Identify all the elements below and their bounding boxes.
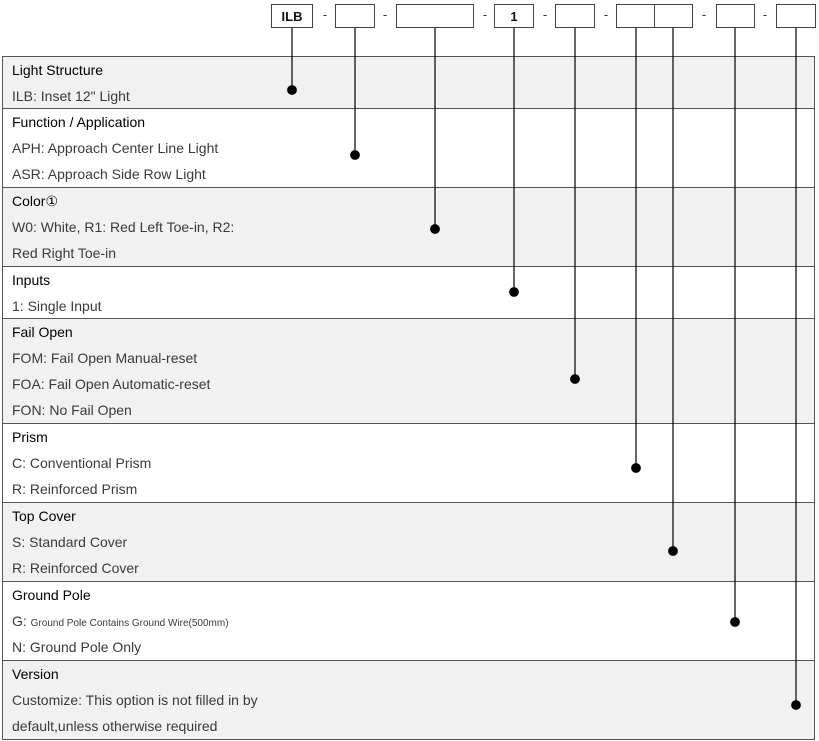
option-line: S: Standard Cover bbox=[12, 534, 128, 550]
code-separator: - bbox=[482, 7, 488, 22]
section-title: Light Structure bbox=[12, 62, 104, 78]
section-title: Version bbox=[12, 666, 59, 682]
option-line: 1: Single Input bbox=[12, 298, 102, 314]
option-line: R: Reinforced Prism bbox=[12, 481, 138, 497]
option-line: FON: No Fail Open bbox=[12, 402, 132, 418]
leader-dot bbox=[632, 464, 641, 473]
code-separator: - bbox=[382, 7, 388, 22]
code-box-structure: ILB bbox=[271, 4, 313, 28]
leader-dot bbox=[571, 375, 580, 384]
option-prefix: G: bbox=[12, 613, 31, 629]
option-line: R: Reinforced Cover bbox=[12, 560, 139, 576]
option-line: ILB: Inset 12" Light bbox=[12, 88, 130, 104]
leader-dot bbox=[510, 288, 519, 297]
leader-dot bbox=[669, 547, 678, 556]
section-title: Top Cover bbox=[12, 508, 76, 524]
option-line: C: Conventional Prism bbox=[12, 455, 152, 471]
option-line: FOA: Fail Open Automatic-reset bbox=[12, 376, 211, 392]
section-title: Function / Application bbox=[12, 114, 146, 130]
leader-dot bbox=[431, 225, 440, 234]
code-separator: - bbox=[701, 7, 707, 22]
leader-dot bbox=[351, 151, 360, 160]
section-title: Color① bbox=[12, 193, 59, 209]
code-box-inputs: 1 bbox=[494, 4, 534, 28]
option-line: default,unless otherwise required bbox=[12, 718, 218, 734]
section-title: Ground Pole bbox=[12, 587, 91, 603]
leader-dot bbox=[731, 618, 740, 627]
option-small-text: Ground Pole Contains Ground Wire(500mm) bbox=[30, 618, 229, 629]
section-title: Prism bbox=[12, 429, 48, 445]
code-separator: - bbox=[542, 7, 548, 22]
section-title: Inputs bbox=[12, 272, 51, 288]
option-line: APH: Approach Center Line Light bbox=[12, 140, 219, 156]
leader-dot bbox=[792, 701, 801, 710]
code-separator: - bbox=[322, 7, 328, 22]
option-line: Customize: This option is not filled in by bbox=[12, 692, 258, 708]
option-line: FOM: Fail Open Manual-reset bbox=[12, 350, 198, 366]
leader-dot bbox=[288, 86, 297, 95]
option-line: Red Right Toe-in bbox=[12, 245, 117, 261]
code-separator: - bbox=[762, 7, 768, 22]
option-line: W0: White, R1: Red Left Toe-in, R2: bbox=[12, 219, 235, 235]
option-line: ASR: Approach Side Row Light bbox=[12, 166, 206, 182]
section-title: Fail Open bbox=[12, 324, 73, 340]
code-separator: - bbox=[603, 7, 609, 22]
option-line: N: Ground Pole Only bbox=[12, 639, 142, 655]
